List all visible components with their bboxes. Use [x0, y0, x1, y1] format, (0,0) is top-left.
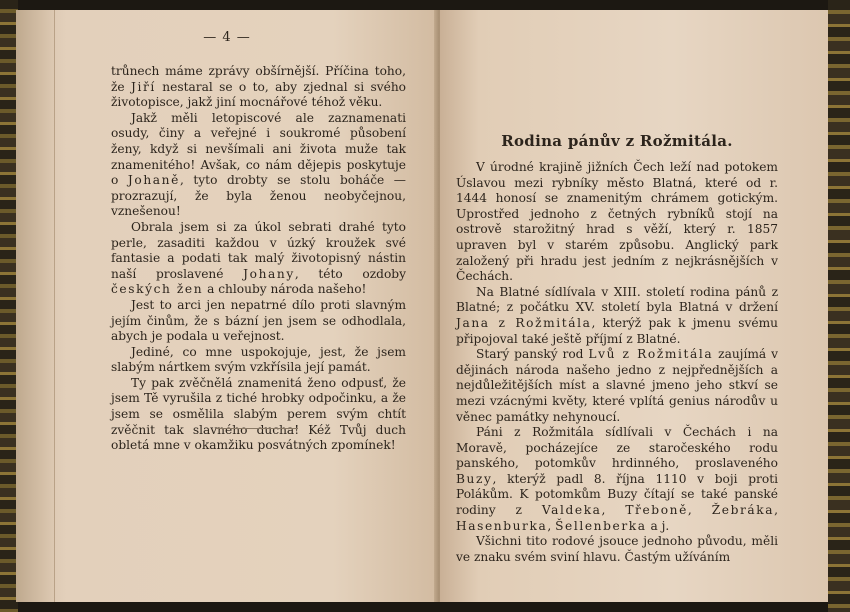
right-page	[440, 10, 828, 602]
end-rule	[216, 428, 298, 429]
book-binding-right	[828, 0, 850, 612]
spaced-name: Jiří	[131, 79, 156, 94]
spaced-name: Buzy	[456, 471, 493, 486]
spaced-name: Hasenburka	[456, 518, 548, 533]
right-page-text	[456, 160, 778, 565]
paragraph: Jediné, co mne uspokojuje, jest, že jsem slabým nártkem svým vzkřísila její památ.	[111, 344, 406, 375]
chapter-heading: Rodina pánův z Rožmitála.	[501, 132, 733, 150]
paragraph: Jest to arci jen nepatrné dílo proti slavným jejím činům, že s bázní jen jsem se odhodlala, abych je podala u veřejnost.	[111, 297, 406, 344]
left-page-edge	[16, 10, 55, 602]
spaced-name: Žebráka	[711, 503, 775, 518]
paragraph: Všichni tito rodové jsouce jednoho původu, měli ve znaku svém sviní hlavu. Častým užíváním	[456, 534, 778, 564]
spaced-name: Třeboně	[625, 503, 688, 518]
spaced-name: Lvů z Rožmitála	[588, 347, 714, 362]
paragraph: Páni z Rožmitála sídlívali v Čechách i na Moravě, pocházejíce ze staročeského rodu panského, potomkův hrdinného, proslaveného Buzy, kterýž padl 8. října 1110 v boji proti Polákům. K potomkům Buzy čítají se také panské rodiny z Valdeka, Třeboně, Žebráka, Hasenburka, Šellenberka a j.	[456, 425, 778, 533]
spaced-name: českých žen	[111, 282, 204, 297]
paragraph: Starý panský rod Lvů z Rožmitála zaujímá v dějinách národa našeho jedno z nejpřednějších a nejdůležitějších míst a slavné jmeno jeho stkví se mezi vzácnými květy, které vplítá genius národův u věnec památky nehynoucí.	[456, 347, 778, 424]
book-spread	[16, 10, 828, 602]
page-number: — 4 —	[203, 30, 251, 45]
paragraph: V úrodné krajině jižních Čech leží nad potokem Úslavou mezi rybníky město Blatná, které od r. 1444 honosí se znamenitým chrámem gotickým. Uprostřed jednoho z četných rybníků stojí na ostrově starožitný hrad s věží, který r. 1857 upraven byl v starém způsobu. Anglický park založený při hradu jest jedním z nejkrásnějších v Čechách.	[456, 160, 778, 284]
paragraph: Ty pak zvěčnělá znamenitá ženo odpusť, že jsem Tě vyrušila z tiché hrobky odpočinku, a že jsem se osmělila slabým perem svým chtít zvěčnit tak slavného ducha! Kéž Tvůj duch obletá mne v okamžiku posvátných zpomínek!	[111, 375, 406, 453]
paragraph: Na Blatné sídlívala v XIII. století rodina pánů z Blatné; z počátku XV. století byla Blatná v držení Jana z Rožmitála, kterýž pak k jmenu svému připojoval také ještě příjmí z Blatné.	[456, 284, 778, 346]
spaced-name: Jana z Rožmitála	[456, 315, 592, 330]
spaced-name: Johany	[243, 266, 295, 281]
left-page	[16, 10, 438, 602]
spaced-name: Valdeka	[541, 503, 602, 518]
spaced-name: Šellenberka	[555, 518, 647, 533]
paragraph: trůnech máme zprávy obšírnější. Příčina toho, že Jiří nestaral se o to, aby zjednal si svého životopisce, jakž jiní mocnářové téhož věku.	[111, 64, 407, 110]
paragraph: Jakž měli letopiscové ale zaznamenati osudy, činy a veřejné i soukromé působení ženy, když si nevšímali ani života muže tak znamenitého! Avšak, co nám dějepis poskytuje o Johaně, tyto drobty se stolu boháče — prozrazují, že byla ženou neobyčejnou, vznešenou!	[111, 110, 406, 219]
spaced-name: Johaně	[127, 173, 180, 188]
left-page-text	[111, 64, 406, 454]
paragraph: Obrala jsem si za úkol sebrati drahé tyto perle, zasaditi každou v úzký kroužek své fantasie a podati tak malý životopisný nástin naší proslavené Johany, této ozdoby českých žen a chlouby národa našeho!	[111, 219, 406, 297]
